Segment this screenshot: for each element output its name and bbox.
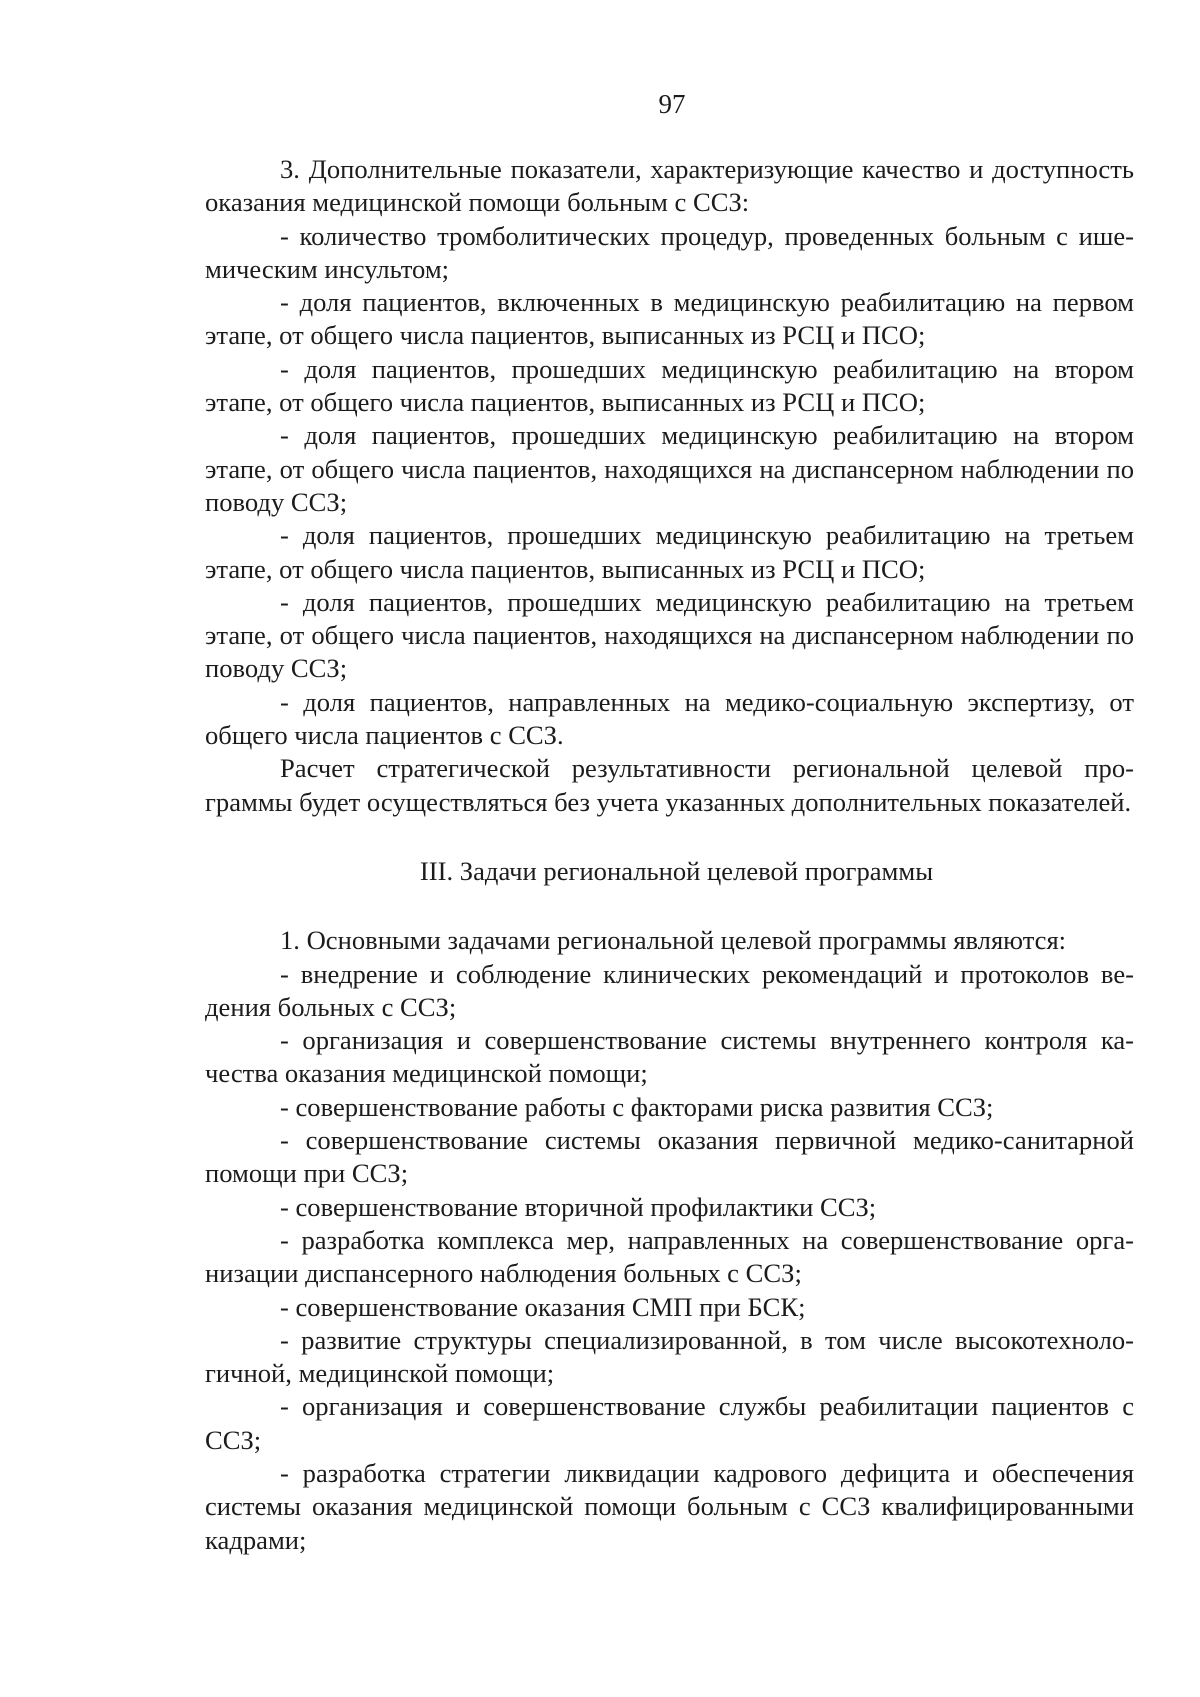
section-heading: III. Задачи региональной целевой программы (419, 855, 934, 886)
block2-intro: 1. Основными задачами региональной целевой программы являются: (280, 925, 1067, 956)
list-item: - доля пациентов, включенных в медицинскую реабилитацию на первом этапе, от общего числа пациентов, выписанных из РСЦ и ПСО; (205, 287, 1134, 351)
block1-intro: 3. Дополнительные показатели, характеризующие качество и доступность оказания медицинской помощи больным с ССЗ: (205, 154, 1134, 218)
list-item: - доля пациентов, прошедших медицинскую реабилитацию на втором этапе, от общего числа пациентов, выписанных из РСЦ и ПСО; (205, 353, 1134, 418)
list-item: - организация и совершенствование системы внутреннего контроля качества оказания медицинской помощи; (205, 1025, 1134, 1089)
list-item: - совершенствование работы с факторами риска развития ССЗ; (280, 1091, 994, 1122)
list-item: - развитие структуры специализированной, в том числе высокотехнологичной, медицинской помощи; (205, 1324, 1134, 1389)
list-item: - доля пациентов, прошедших медицинскую реабилитацию на третьем этапе, от общего числа пациентов, выписанных из РСЦ и ПСО; (205, 520, 1134, 584)
list-item: - организация и совершенствование службы реабилитации пациентов с ССЗ; (205, 1391, 1134, 1455)
document-body (205, 153, 1134, 1557)
list-item: - доля пациентов, прошедших медицинскую реабилитацию на втором этапе, от общего числа пациентов, находящихся на диспансерном наблюдении по поводу ССЗ; (205, 420, 1134, 517)
list-item: - доля пациентов, направленных на медико-социальную экспертизу, от общего числа пациентов с ССЗ. (205, 686, 1134, 751)
list-item: - внедрение и соблюдение клинических рекомендаций и протоколов ведения больных с ССЗ; (205, 958, 1134, 1022)
list-item: - разработка комплекса мер, направленных на совершенствование организации диспансерного наблюдения больных с ССЗ; (205, 1224, 1134, 1289)
block1-closing: Расчет стратегической результативности региональной целевой программы будет осуществляться без учета указанных дополнительных показателей. (205, 753, 1134, 817)
page-number: 97 (658, 89, 686, 119)
list-item: - совершенствование вторичной профилактики ССЗ; (280, 1191, 877, 1222)
list-item: - совершенствование системы оказания первичной медико-санитарной помощи при ССЗ; (205, 1125, 1134, 1189)
list-item: - количество тромболитических процедур, проведенных больным с ишемическим инсультом; (205, 220, 1134, 284)
list-item: - разработка стратегии ликвидации кадрового дефицита и обеспечения системы оказания медицинской помощи больным с ССЗ квалифицированными кадрами; (205, 1457, 1134, 1555)
list-item: - доля пациентов, прошедших медицинскую реабилитацию на третьем этапе, от общего числа пациентов, находящихся на диспансерном наблюдении по поводу ССЗ; (205, 586, 1134, 684)
list-item: - совершенствование оказания СМП при БСК; (280, 1291, 806, 1322)
